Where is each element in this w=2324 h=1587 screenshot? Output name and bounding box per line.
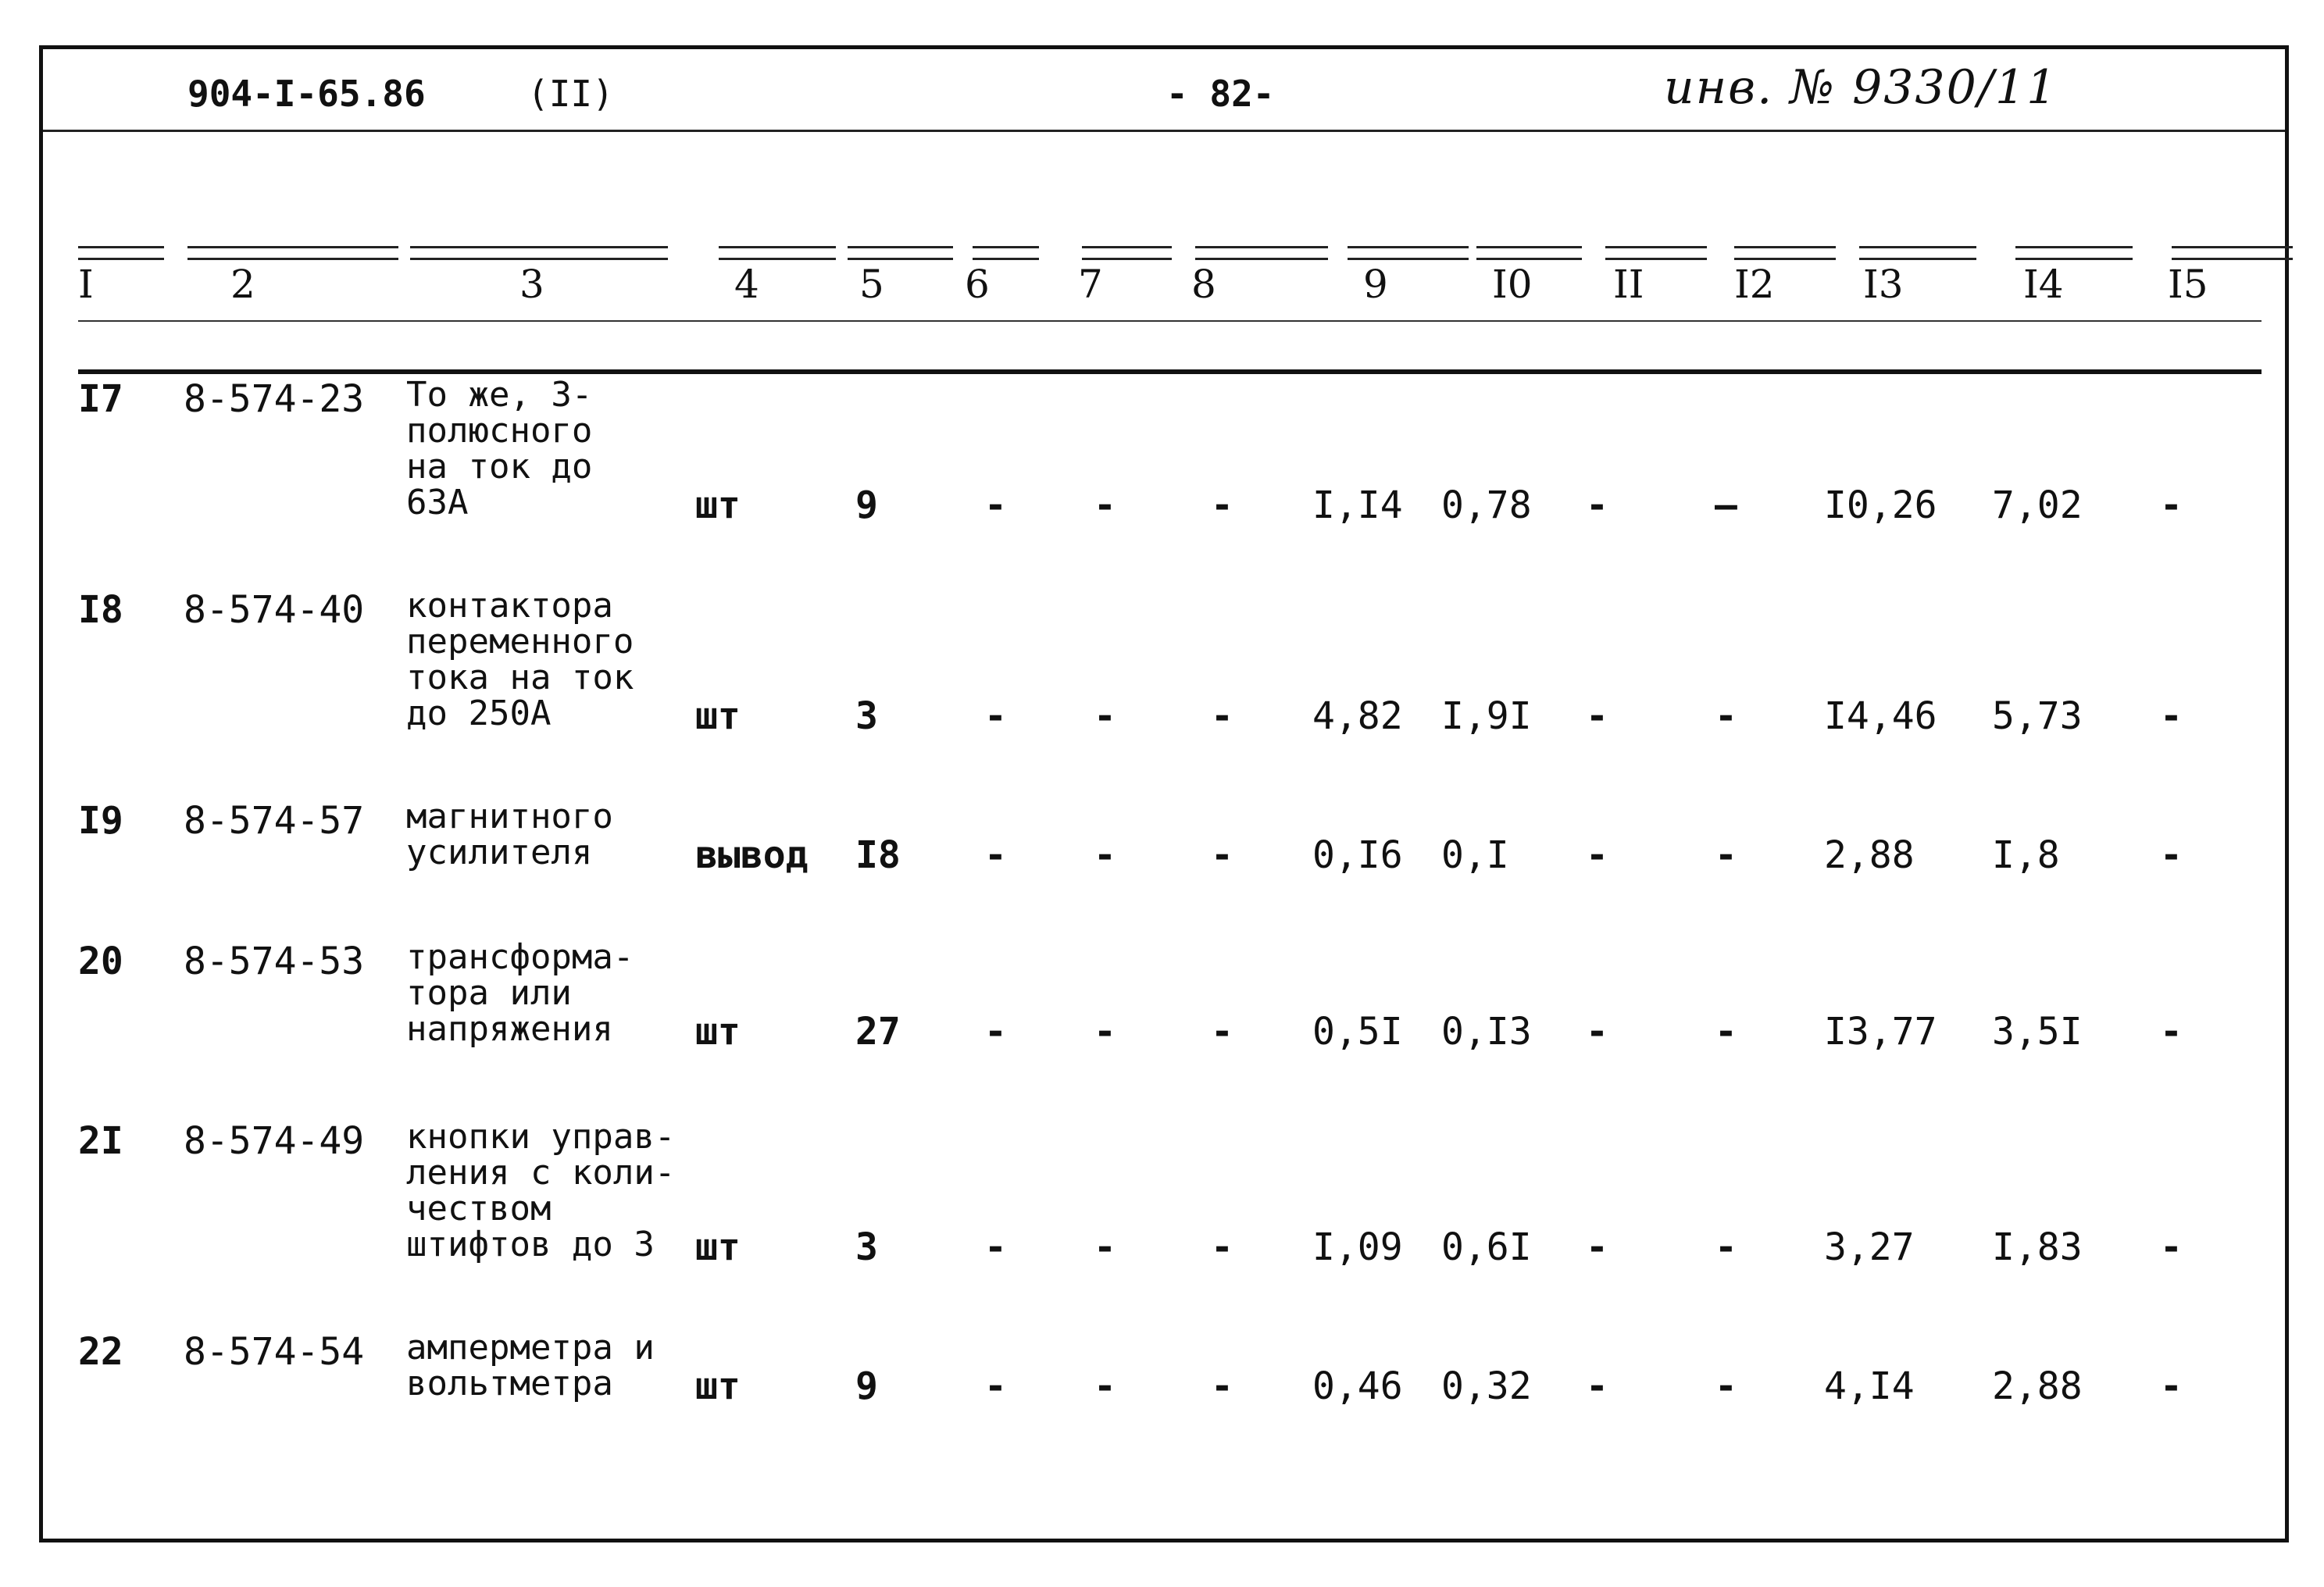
col-10-value: 0,32: [1441, 1364, 1532, 1408]
inventory-number-handwritten: инв. № 9330/11: [1664, 60, 2058, 115]
col-15-value: -: [2160, 1010, 2183, 1054]
col-10-value: 0,78: [1441, 483, 1532, 527]
unit-of-measure: шт: [695, 694, 741, 738]
item-code: 8-574-54: [184, 1330, 365, 1374]
row-number: 22: [78, 1330, 123, 1374]
col-6-value: -: [984, 483, 1007, 527]
col-13-value: I0,26: [1824, 483, 1937, 527]
col-8-value: -: [1211, 483, 1233, 527]
col-15-value: -: [2160, 694, 2183, 738]
col-6-value: -: [984, 1010, 1007, 1054]
header-bottom-rule: [78, 369, 2262, 374]
column-number-10: I0: [1492, 262, 1533, 307]
row-number: 20: [78, 940, 123, 983]
item-code: 8-574-23: [184, 377, 365, 421]
col-11-value: -: [1586, 833, 1608, 877]
col-10-value: 0,I3: [1441, 1010, 1532, 1054]
column-header-rule: [1859, 246, 1976, 260]
col-9-value: 0,46: [1312, 1364, 1403, 1408]
col-14-value: 5,73: [1992, 694, 2083, 738]
column-number-14: I4: [2023, 262, 2064, 307]
unit-of-measure: шт: [695, 1364, 741, 1408]
column-number-5: 5: [859, 262, 884, 307]
item-description: контактора переменного тока на ток до 250А: [406, 586, 634, 733]
column-header-rule: [719, 246, 836, 260]
item-description: амперметра и вольтметра: [406, 1328, 655, 1403]
unit-of-measure: шт: [695, 1225, 741, 1269]
col-9-value: I,09: [1312, 1225, 1403, 1269]
item-description: То же, 3- полюсного на ток до 63А: [406, 375, 593, 522]
quantity: 3: [855, 694, 878, 738]
column-header-rule: [1082, 246, 1172, 260]
column-number-6: 6: [965, 262, 990, 307]
item-code: 8-574-49: [184, 1119, 365, 1163]
column-number-15: I5: [2168, 262, 2208, 307]
col-12-value: —: [1715, 483, 1737, 527]
col-10-value: 0,6I: [1441, 1225, 1532, 1269]
col-14-value: I,83: [1992, 1225, 2083, 1269]
col-8-value: -: [1211, 694, 1233, 738]
col-10-value: I,9I: [1441, 694, 1532, 738]
col-12-value: -: [1715, 1225, 1737, 1269]
item-description: трансформа- тора или напряжения: [406, 937, 634, 1049]
col-6-value: -: [984, 833, 1007, 877]
col-7-value: -: [1094, 483, 1116, 527]
row-number: I9: [78, 799, 123, 843]
column-header-rule: [2015, 246, 2133, 260]
column-number-8: 8: [1191, 262, 1216, 307]
col-13-value: I4,46: [1824, 694, 1937, 738]
page-number: - 82-: [1166, 73, 1275, 115]
row-number: 2I: [78, 1119, 123, 1163]
item-code: 8-574-57: [184, 799, 365, 843]
column-number-2: 2: [230, 262, 255, 307]
header-divider: [43, 130, 2285, 132]
col-12-value: -: [1715, 1010, 1737, 1054]
col-11-value: -: [1586, 1225, 1608, 1269]
col-12-value: -: [1715, 1364, 1737, 1408]
col-12-value: -: [1715, 833, 1737, 877]
document-sheet: [39, 45, 2289, 1542]
col-11-value: -: [1586, 1010, 1608, 1054]
col-15-value: -: [2160, 483, 2183, 527]
row-number: I7: [78, 377, 123, 421]
col-11-value: -: [1586, 483, 1608, 527]
column-number-4: 4: [734, 262, 759, 307]
column-header-rule: [187, 246, 398, 260]
col-6-value: -: [984, 694, 1007, 738]
document-part: (II): [527, 73, 614, 115]
col-13-value: I3,77: [1824, 1010, 1937, 1054]
col-14-value: 2,88: [1992, 1364, 2083, 1408]
col-6-value: -: [984, 1364, 1007, 1408]
item-description: кнопки управ- ления с коли- чеством штифтов до 3: [406, 1117, 676, 1264]
item-description: магнитного усилителя: [406, 797, 613, 872]
col-8-value: -: [1211, 1225, 1233, 1269]
col-7-value: -: [1094, 1364, 1116, 1408]
col-11-value: -: [1586, 1364, 1608, 1408]
col-10-value: 0,I: [1441, 833, 1509, 877]
col-7-value: -: [1094, 833, 1116, 877]
col-9-value: 0,5I: [1312, 1010, 1403, 1054]
column-header-rule: [1734, 246, 1836, 260]
column-header-rule: [848, 246, 953, 260]
col-15-value: -: [2160, 1364, 2183, 1408]
col-11-value: -: [1586, 694, 1608, 738]
quantity: 3: [855, 1225, 878, 1269]
unit-of-measure: вывод: [695, 833, 809, 877]
column-number-7: 7: [1078, 262, 1103, 307]
column-number-3: 3: [519, 262, 544, 307]
col-9-value: 4,82: [1312, 694, 1403, 738]
unit-of-measure: шт: [695, 483, 741, 527]
col-12-value: -: [1715, 694, 1737, 738]
col-7-value: -: [1094, 694, 1116, 738]
col-13-value: 2,88: [1824, 833, 1915, 877]
quantity: I8: [855, 833, 901, 877]
col-13-value: 4,I4: [1824, 1364, 1915, 1408]
col-15-value: -: [2160, 1225, 2183, 1269]
column-header-rule: [2172, 246, 2293, 260]
row-number: I8: [78, 588, 123, 632]
column-number-1: I: [78, 262, 94, 307]
column-header-rule: [410, 246, 668, 260]
table-header: [78, 246, 2262, 332]
col-14-value: I,8: [1992, 833, 2060, 877]
quantity: 9: [855, 1364, 878, 1408]
column-number-13: I3: [1863, 262, 1904, 307]
column-header-rule: [1476, 246, 1582, 260]
col-13-value: 3,27: [1824, 1225, 1915, 1269]
document-code: 904-I-65.86: [187, 73, 426, 115]
col-15-value: -: [2160, 833, 2183, 877]
col-14-value: 7,02: [1992, 483, 2083, 527]
column-header-rule: [1348, 246, 1469, 260]
item-code: 8-574-53: [184, 940, 365, 983]
item-code: 8-574-40: [184, 588, 365, 632]
column-number-12: I2: [1734, 262, 1775, 307]
col-14-value: 3,5I: [1992, 1010, 2083, 1054]
col-8-value: -: [1211, 833, 1233, 877]
unit-of-measure: шт: [695, 1010, 741, 1054]
col-6-value: -: [984, 1225, 1007, 1269]
quantity: 9: [855, 483, 878, 527]
col-9-value: 0,I6: [1312, 833, 1403, 877]
col-8-value: -: [1211, 1364, 1233, 1408]
col-7-value: -: [1094, 1225, 1116, 1269]
column-number-11: II: [1613, 262, 1644, 307]
column-header-rule: [1605, 246, 1707, 260]
header-underline: [78, 320, 2262, 322]
column-number-9: 9: [1363, 262, 1388, 307]
col-7-value: -: [1094, 1010, 1116, 1054]
quantity: 27: [855, 1010, 901, 1054]
col-8-value: -: [1211, 1010, 1233, 1054]
column-header-rule: [973, 246, 1039, 260]
column-header-rule: [1195, 246, 1328, 260]
col-9-value: I,I4: [1312, 483, 1403, 527]
column-header-rule: [78, 246, 164, 260]
